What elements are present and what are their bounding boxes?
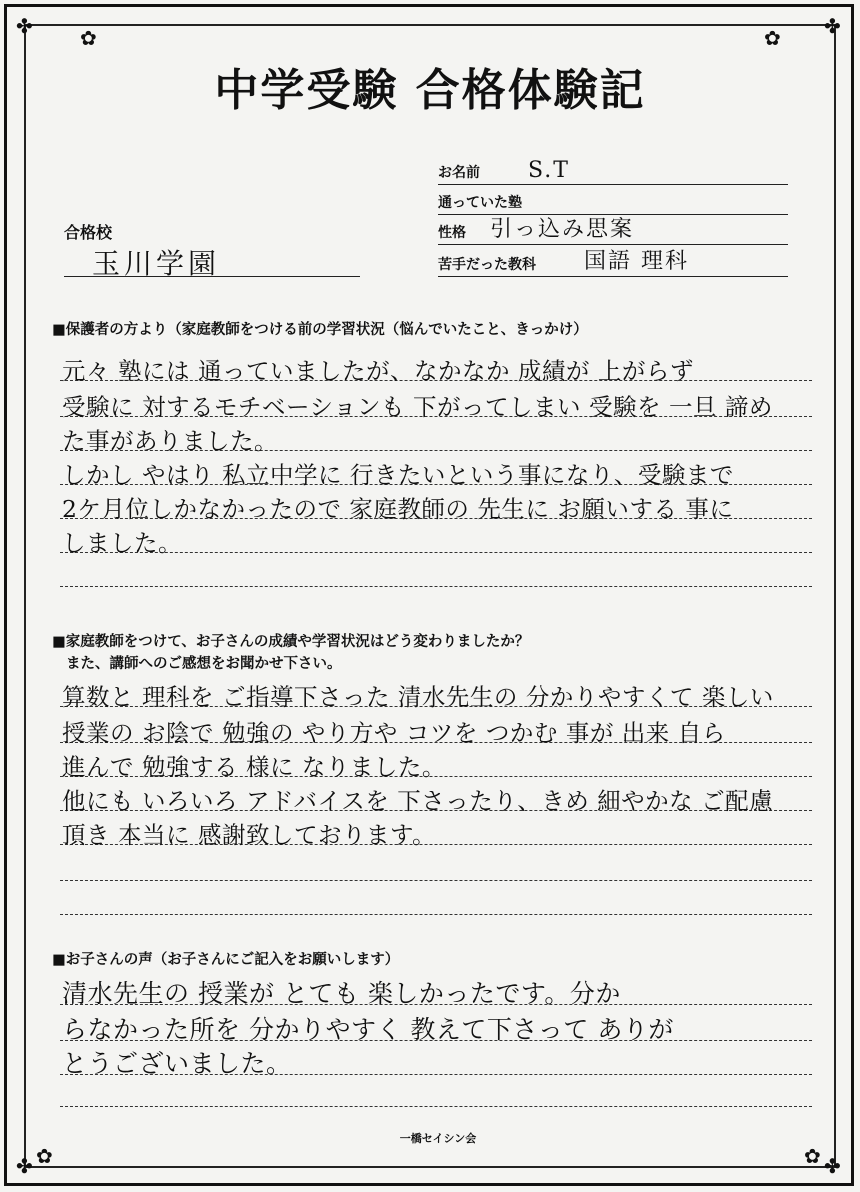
weak-subject-row <box>438 250 788 277</box>
handwritten-line: た事がありました。 <box>62 427 278 455</box>
weak-subject-value: 国語 理科 <box>584 249 689 274</box>
handwritten-line: 受験に 対するモチベーションも 下がってしまい 受験を 一旦 諦め <box>62 393 773 421</box>
handwritten-line: 清水先生の 授業が とても 楽しかったです。分か <box>62 979 621 1008</box>
handwritten-line: 元々 塾には 通っていましたが、なかなか 成績が 上がらず <box>62 357 694 385</box>
ruled-line <box>60 586 812 587</box>
school-value: 玉川学園 <box>92 247 221 280</box>
handwritten-line: しました。 <box>62 529 182 557</box>
personality-row <box>438 218 788 245</box>
corner-ornament-icon: ✤ <box>824 14 841 38</box>
flower-ornament-icon: ✿ <box>36 1144 53 1168</box>
section2-subheading: また、講師へのご感想をお聞かせ下さい。 <box>66 656 342 672</box>
section2-heading: ■家庭教師をつけて、お子さんの成績や学習状況はどう変わりましたか？ <box>52 634 530 650</box>
personality-value: 引っ込み思案 <box>490 217 635 242</box>
handwritten-line: しかし やはり 私立中学に 行きたいという事になり、受験まで <box>62 461 734 489</box>
handwritten-line: 他にも いろいろ アドバイスを 下さったり、きめ 細やかな ご配慮 <box>62 787 774 815</box>
corner-ornament-icon: ✤ <box>16 1154 33 1178</box>
handwritten-line: 進んで 勉強する 様に なりました。 <box>62 753 446 781</box>
ruled-line <box>60 1106 812 1107</box>
juku-label: 通っていた塾 <box>438 195 522 211</box>
name-row <box>438 158 788 185</box>
name-label: お名前 <box>438 165 480 181</box>
ruled-line <box>60 914 812 915</box>
flower-ornament-icon: ✿ <box>804 1144 821 1168</box>
page-title: 中学受験 合格体験記 <box>214 65 646 116</box>
personality-label: 性格 <box>438 225 466 241</box>
flower-ornament-icon: ✿ <box>764 26 781 50</box>
flower-ornament-icon: ✿ <box>80 26 97 50</box>
school-label: 合格校 <box>64 223 113 242</box>
footer-logo: 一橋セイシン会 <box>399 1132 477 1145</box>
handwritten-line: 授業の お陰で 勉強の やり方や コツを つかむ 事が 出来 自ら <box>62 719 726 747</box>
corner-ornament-icon: ✤ <box>16 14 33 38</box>
juku-row <box>438 188 788 215</box>
ruled-line <box>60 880 812 881</box>
weak-subject-label: 苦手だった教科 <box>438 257 536 273</box>
corner-ornament-icon: ✤ <box>824 1154 841 1178</box>
handwritten-line: 2ケ月位しかなかったので 家庭教師の 先生に お願いする 事に <box>62 495 734 523</box>
section1-heading: ■保護者の方より（家庭教師をつける前の学習状況（悩んでいたこと、きっかけ） <box>52 322 588 338</box>
section3-heading: ■お子さんの声（お子さんにご記入をお願いします） <box>52 952 400 968</box>
name-value: S.T <box>528 158 570 183</box>
handwritten-line: 頂き 本当に 感謝致しております。 <box>62 821 437 849</box>
handwritten-line: 算数と 理科を ご指導下さった 清水先生の 分かりやすくて 楽しい <box>62 683 774 711</box>
handwritten-line: らなかった所を 分かりやすく 教えて下さって ありが <box>62 1015 674 1044</box>
handwritten-line: とうございました。 <box>62 1049 292 1078</box>
